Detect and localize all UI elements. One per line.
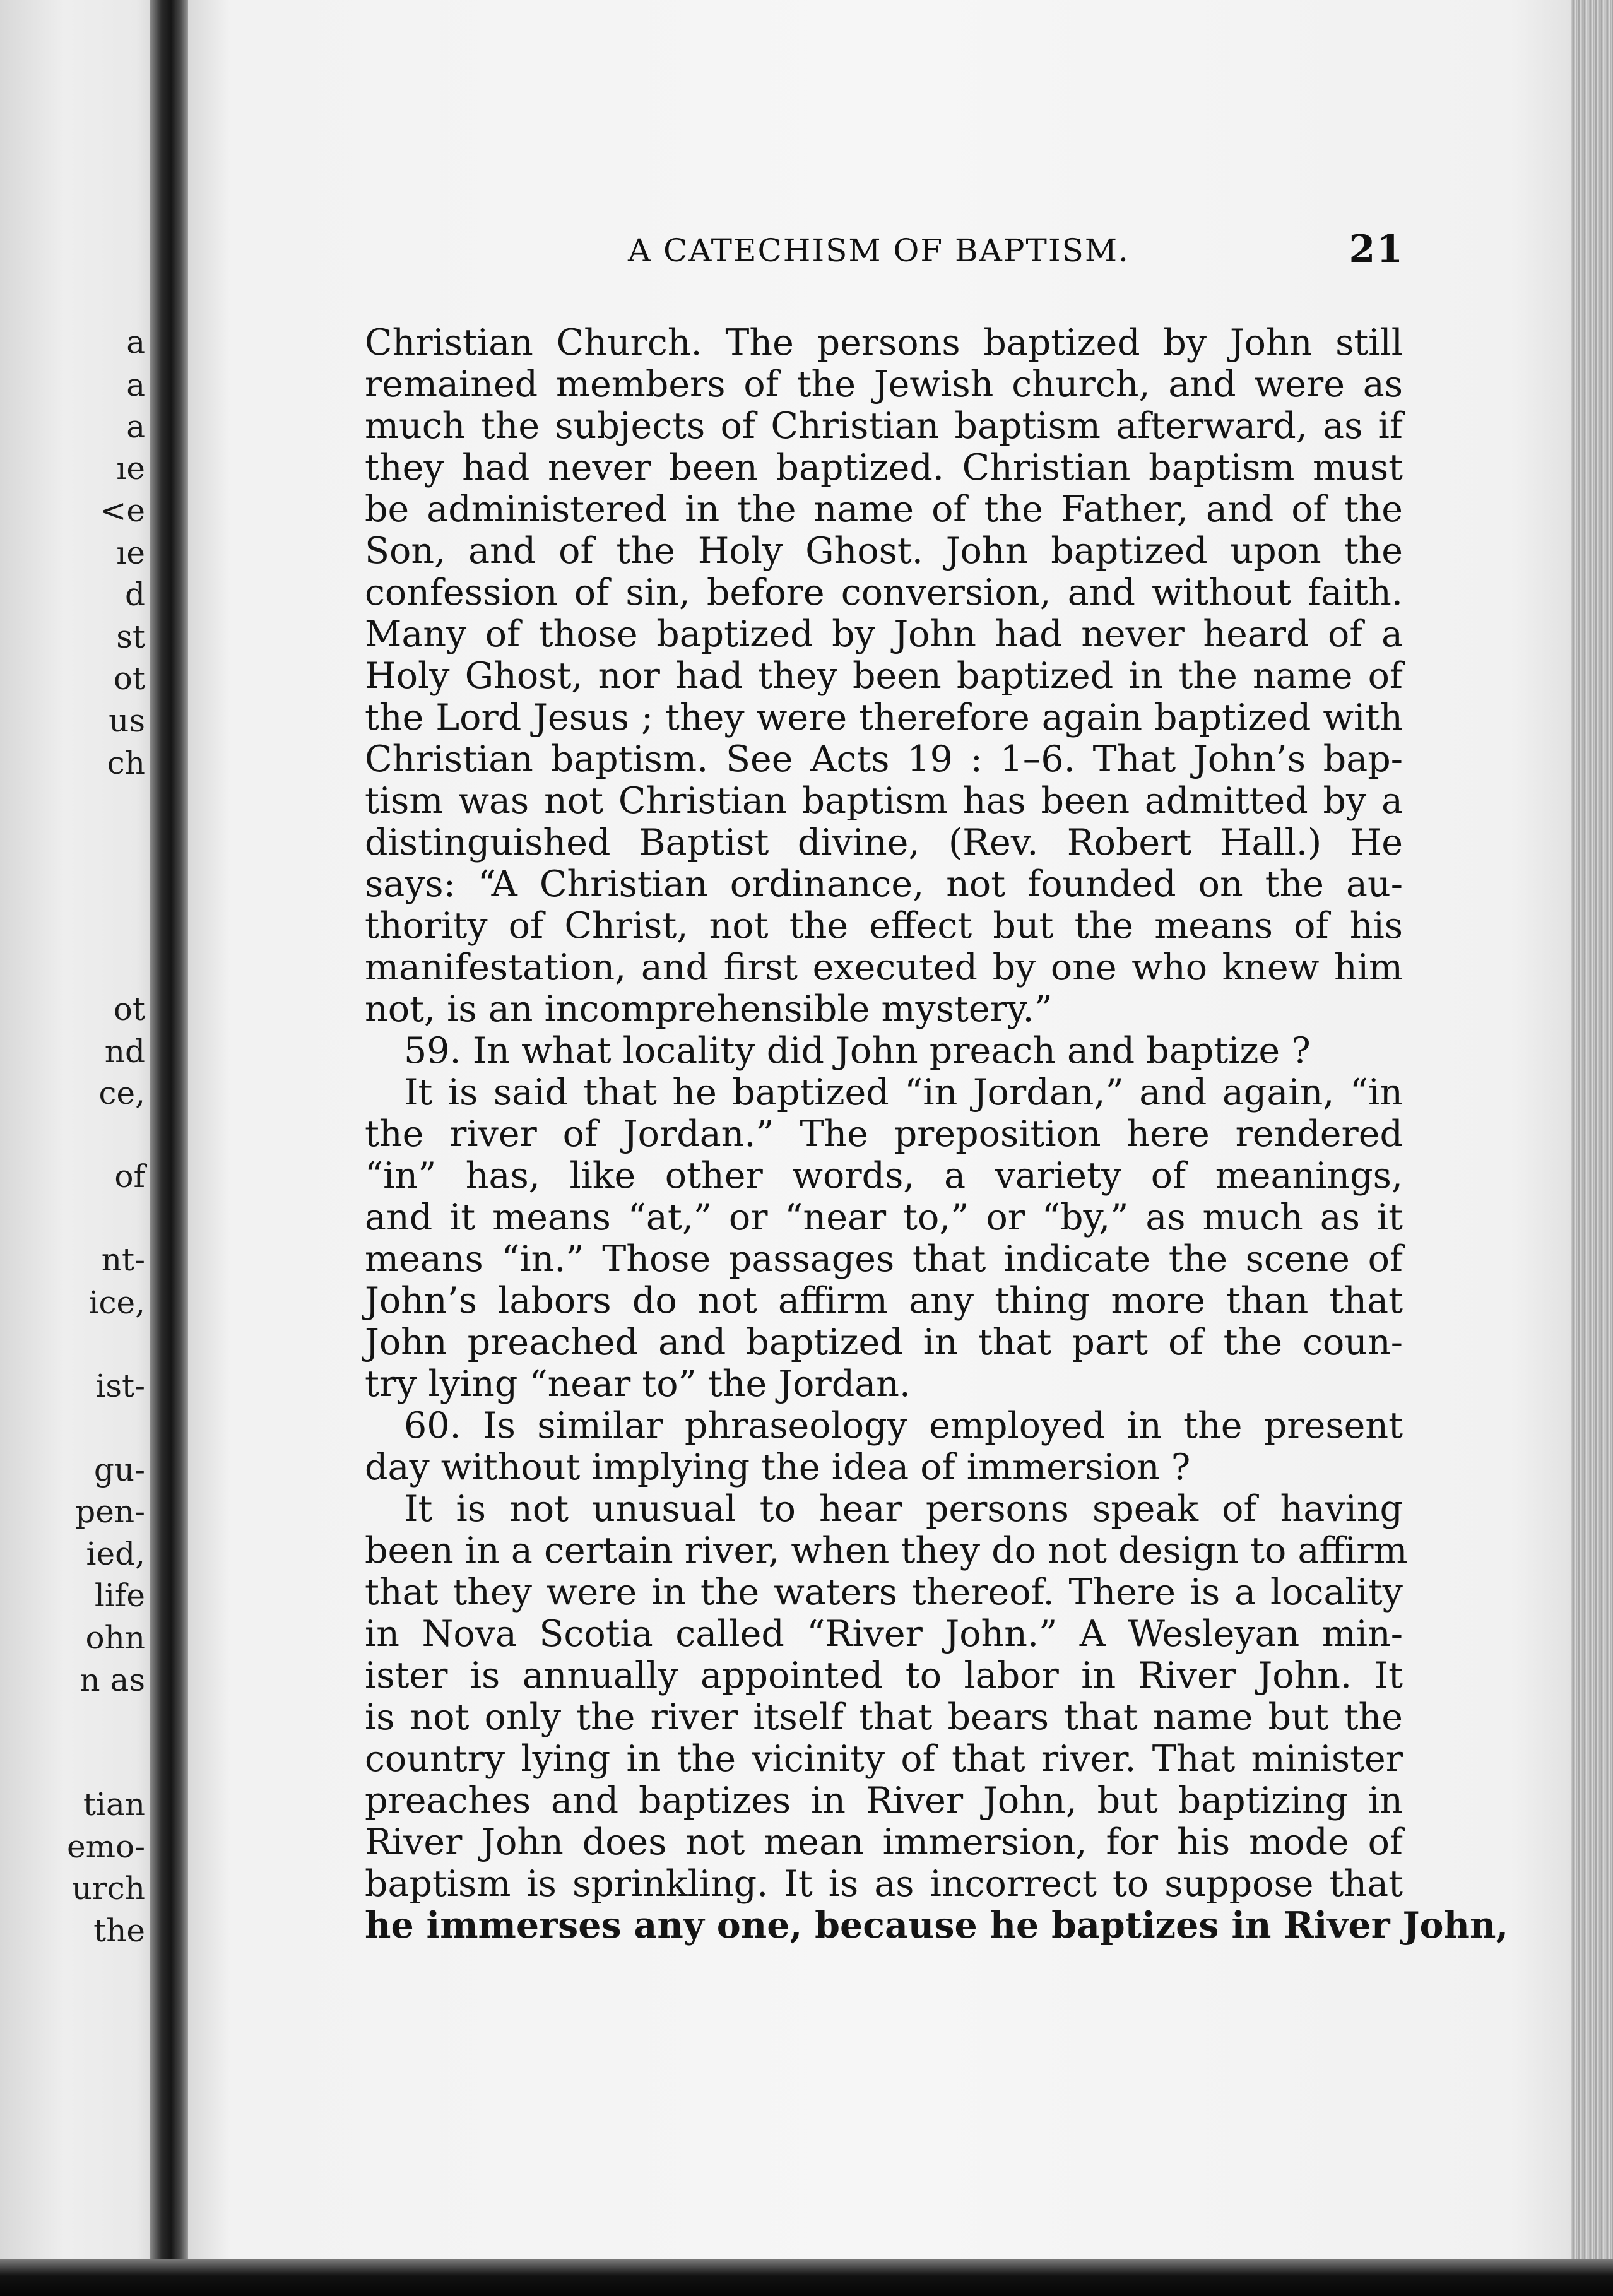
text-line: Christian Church. The persons baptized by John still bbox=[365, 322, 1403, 364]
text-line: tism was not Christian baptism has been admitted by a bbox=[365, 780, 1403, 822]
question-60: 60. Is similar phraseology employed in the present bbox=[404, 1405, 1403, 1447]
text-line: in Nova Scotia called “River John.” A Wesleyan min- bbox=[365, 1613, 1403, 1655]
left-fragment: ch bbox=[107, 745, 145, 781]
running-head bbox=[363, 227, 1404, 278]
left-fragment: of bbox=[114, 1158, 145, 1195]
left-fragment: nd bbox=[104, 1033, 145, 1070]
text-line: try lying “near to” the Jordan. bbox=[365, 1363, 911, 1405]
text-line: says: “A Christian ordinance, not founded on the au- bbox=[365, 863, 1403, 905]
text-line: is not only the river itself that bears that name but the bbox=[365, 1696, 1403, 1738]
left-fragment: ot bbox=[113, 991, 145, 1027]
body-text bbox=[365, 322, 1509, 1946]
text-line: that they were in the waters thereof. There is a locality bbox=[365, 1571, 1403, 1613]
question-59: 59. In what locality did John preach and baptize ? bbox=[404, 1030, 1311, 1072]
text-line: not, is an incomprehensible mystery.” bbox=[365, 988, 1053, 1030]
left-fragment: <e bbox=[100, 492, 145, 529]
left-fragment: ıe bbox=[116, 450, 145, 487]
running-head-title: A CATECHISM OF BAPTISM. bbox=[628, 232, 1130, 269]
text-line: “in” has, like other words, a variety of meanings, bbox=[365, 1155, 1403, 1197]
text-line: he immerses any one, because he baptizes in River John, bbox=[365, 1904, 1509, 1946]
left-fragment: ce, bbox=[98, 1075, 145, 1111]
text-line: River John does not mean immersion, for his mode of bbox=[365, 1821, 1403, 1863]
text-line: distinguished Baptist divine, (Rev. Robert Hall.) He bbox=[365, 822, 1403, 863]
text-line: remained members of the Jewish church, and were as bbox=[365, 364, 1403, 405]
left-fragment: urch bbox=[71, 1870, 145, 1907]
question-60-continued: day without implying the idea of immersion ? bbox=[365, 1447, 1191, 1488]
text-line: they had never been baptized. Christian baptism must bbox=[365, 447, 1403, 488]
left-fragment: a bbox=[126, 408, 145, 445]
left-fragment: a bbox=[126, 367, 145, 403]
left-fragment: ice, bbox=[88, 1284, 145, 1321]
text-line: be administered in the name of the Father, and of the bbox=[365, 488, 1403, 530]
left-fragment: the bbox=[93, 1912, 145, 1949]
left-fragment: gu- bbox=[93, 1452, 145, 1488]
left-fragment: pen- bbox=[75, 1493, 145, 1530]
text-line: Holy Ghost, nor had they been baptized in the name of bbox=[365, 655, 1403, 697]
left-fragment: ist- bbox=[95, 1368, 145, 1404]
text-line: manifestation, and first executed by one who knew him bbox=[365, 947, 1403, 988]
text-line: the Lord Jesus ; they were therefore again baptized with bbox=[365, 697, 1403, 738]
text-line: means “in.” Those passages that indicate the scene of bbox=[365, 1238, 1403, 1280]
scan-bottom-shadow bbox=[0, 2259, 1613, 2296]
text-line: confession of sin, before conversion, and without faith. bbox=[365, 572, 1403, 613]
left-fragment: ied, bbox=[86, 1536, 145, 1572]
left-fragment: a bbox=[126, 324, 145, 360]
text-line: Christian baptism. See Acts 19 : 1–6. That John’s bap- bbox=[365, 738, 1403, 780]
left-fragment: tian bbox=[83, 1786, 145, 1823]
text-line: ister is annually appointed to labor in River John. It bbox=[365, 1655, 1403, 1696]
text-line: preaches and baptizes in River John, but baptizing in bbox=[365, 1780, 1403, 1821]
left-fragment: life bbox=[94, 1577, 145, 1614]
text-line: John’s labors do not affirm any thing more than that bbox=[365, 1280, 1403, 1322]
text-line: It is said that he baptized “in Jordan,” and again, “in bbox=[404, 1072, 1403, 1113]
left-page-text-fragments bbox=[0, 0, 145, 2259]
text-line: been in a certain river, when they do not design to affirm bbox=[365, 1530, 1408, 1571]
left-fragment: ıe bbox=[116, 535, 145, 571]
text-line: John preached and baptized in that part of the coun- bbox=[365, 1322, 1403, 1363]
text-line: Son, and of the Holy Ghost. John baptized upon the bbox=[365, 530, 1403, 572]
text-line: and it means “at,” or “near to,” or “by,” as much as it bbox=[365, 1197, 1403, 1238]
left-fragment: ohn bbox=[85, 1619, 145, 1656]
left-fragment: d bbox=[124, 576, 145, 613]
page-number: 21 bbox=[1349, 227, 1404, 271]
text-line: thority of Christ, not the effect but the means of his bbox=[365, 905, 1403, 947]
left-fragment: emo- bbox=[67, 1828, 145, 1865]
left-fragment: nt- bbox=[101, 1241, 145, 1278]
text-line: much the subjects of Christian baptism afterward, as if bbox=[365, 405, 1403, 447]
left-fragment: ot bbox=[113, 660, 145, 697]
left-fragment: st bbox=[116, 618, 145, 655]
book-gutter bbox=[150, 0, 188, 2296]
text-line: baptism is sprinkling. It is as incorrect to suppose that bbox=[365, 1863, 1403, 1905]
text-line: Many of those baptized by John had never heard of a bbox=[365, 613, 1403, 655]
text-line: It is not unusual to hear persons speak of having bbox=[404, 1488, 1403, 1530]
text-line: the river of Jordan.” The preposition here rendered bbox=[365, 1113, 1403, 1155]
text-line: country lying in the vicinity of that river. That minister bbox=[365, 1738, 1403, 1780]
left-fragment: us bbox=[109, 702, 145, 739]
left-fragment: n as bbox=[80, 1662, 145, 1698]
right-page-edge bbox=[1571, 0, 1613, 2296]
